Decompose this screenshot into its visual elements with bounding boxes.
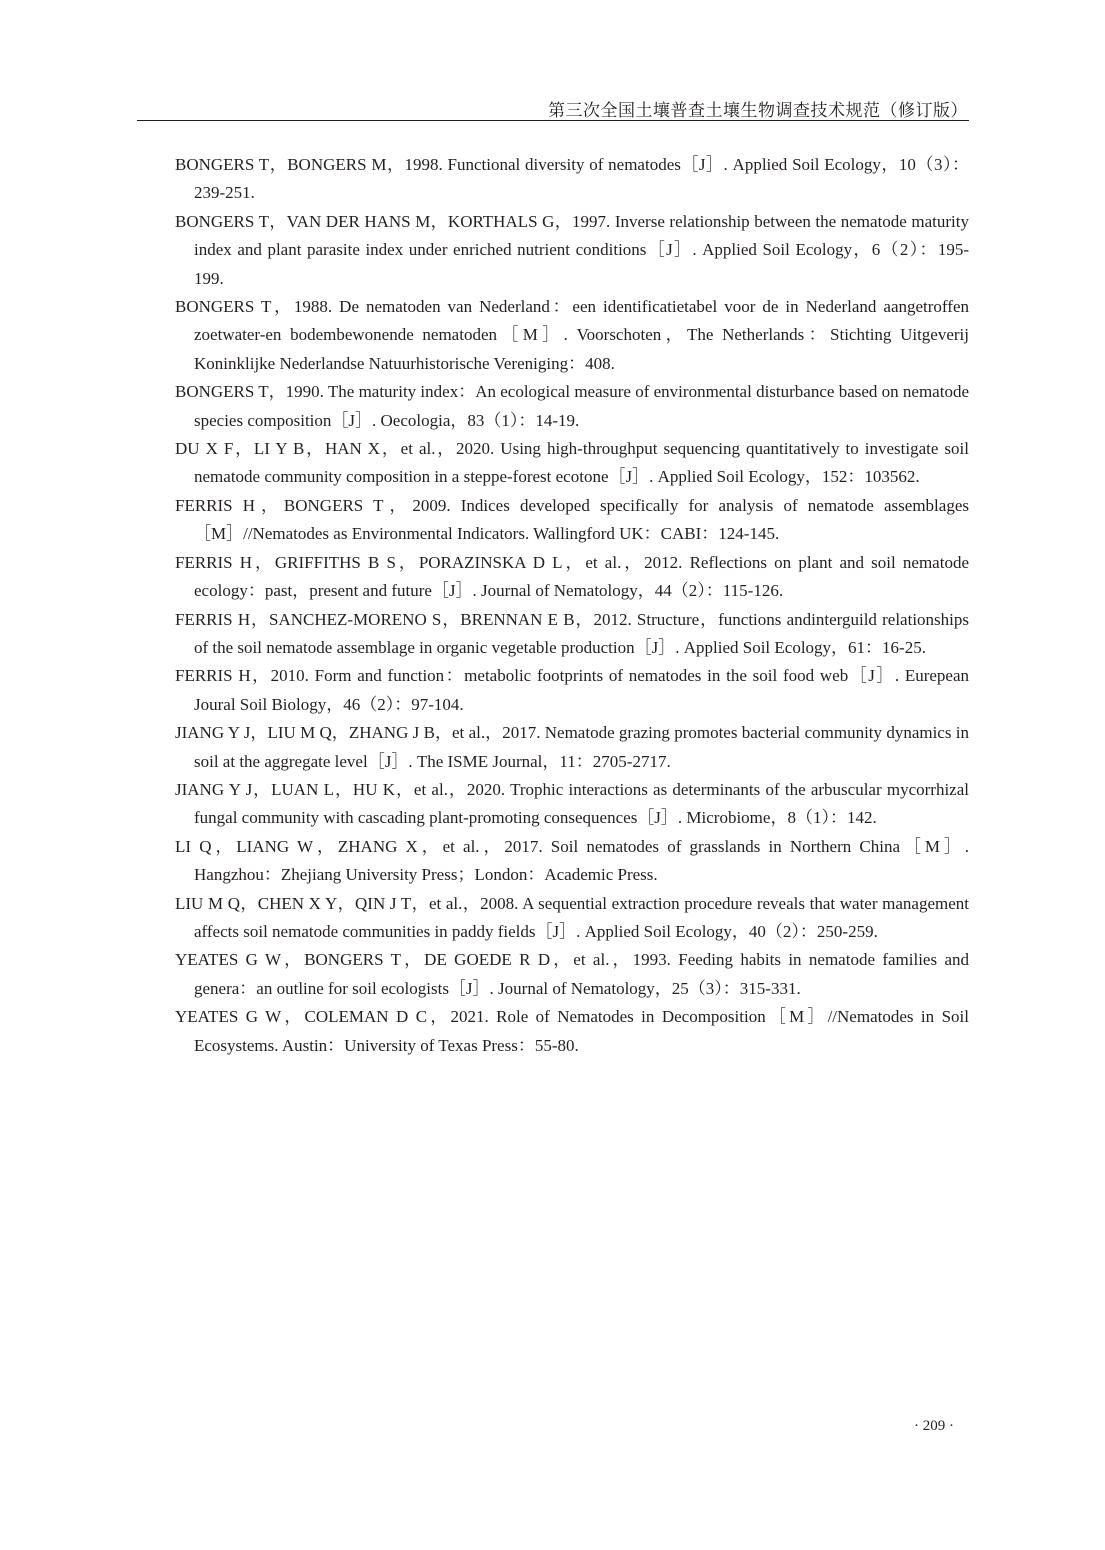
reference-entry: JIANG Y J，LIU M Q，ZHANG J B，et al.，2017. Nematode grazing promotes bacterial community dynamics in soil at the aggregate level［J］. The ISME Journal，11：2705-2717.: [175, 723, 969, 771]
page-number: · 209 ·: [914, 1418, 954, 1434]
reference-entry: FERRIS H，BONGERS T，2009. Indices developed specifically for analysis of nematode assemblages［M］//Nematodes as Environmental Indicators. Wallingford UK：CABI：124-145.: [175, 495, 969, 544]
reference-entry: LI Q，LIANG W，ZHANG X，et al.，2017. Soil nematodes of grasslands in Northern China［M］. Hangzhou：Zhejiang University Press；London：Academic Press.: [175, 836, 969, 885]
header-divider: [137, 120, 969, 121]
reference-entry: LIU M Q，CHEN X Y，QIN J T，et al.，2008. A sequential extraction procedure reveals that water management affects soil nematode communities in paddy fields［J］. Applied Soil Ecology，40（2）：250-259.: [175, 893, 969, 941]
reference-entry: BONGERS T，VAN DER HANS M，KORTHALS G，1997. Inverse relationship between the nematode maturity index and plant parasite index under enriched nutrient conditions［J］. Applied Soil Ecology，6（2）：195-199.: [175, 211, 969, 288]
reference-entry: FERRIS H，SANCHEZ-MORENO S，BRENNAN E B，2012. Structure，functions andinterguild relationships of the soil nematode assemblage in organic vegetable production［J］. Applied Soil Ecology，61：16-25.: [175, 609, 969, 657]
reference-entry: FERRIS H，GRIFFITHS B S，PORAZINSKA D L，et al.，2012. Reflections on plant and soil nematode ecology：past，present and future［J］. Journal of Nematology，44（2）：115-126.: [175, 552, 969, 601]
reference-entry: BONGERS T，BONGERS M，1998. Functional diversity of nematodes［J］. Applied Soil Ecology，10（3）：239-251.: [175, 155, 969, 203]
reference-entry: FERRIS H，2010. Form and function：metabolic footprints of nematodes in the soil food web［J］. Eurepean Joural Soil Biology，46（2）：97-104.: [175, 666, 969, 714]
reference-entry: BONGERS T，1988. De nematoden van Nederland：een identificatietabel voor de in Nederland aangetroffen zoetwater-en bodembewonende nematoden［M］. Voorschoten，The Netherlands：Stichting Uitgeverij Koninklijke Nederlandse Natuurhistorische Vereniging：408.: [175, 297, 969, 373]
reference-entry: BONGERS T，1990. The maturity index：An ecological measure of environmental disturbance based on nematode species composition［J］. Oecologia，83（1）：14-19.: [175, 382, 969, 430]
reference-entry: DU X F，LI Y B，HAN X，et al.，2020. Using high-throughput sequencing quantitatively to investigate soil nematode community composition in a steppe-forest ecotone［J］. Applied Soil Ecology，152：103562.: [175, 439, 969, 487]
reference-entry: JIANG Y J，LUAN L，HU K，et al.，2020. Trophic interactions as determinants of the arbuscular mycorrhizal fungal community with cascading plant-promoting consequences［J］. Microbiome，8（1）：142.: [175, 779, 969, 828]
reference-entry: YEATES G W，BONGERS T，DE GOEDE R D，et al.，1993. Feeding habits in nematode families and genera：an outline for soil ecologists［J］. Journal of Nematology，25（3）：315-331.: [175, 950, 969, 998]
reference-list: [175, 151, 969, 1060]
reference-entry: YEATES G W，COLEMAN D C，2021. Role of Nematodes in Decomposition［M］//Nematodes in Soil Ecosystems. Austin：University of Texas Press：55-80.: [175, 1007, 969, 1055]
running-header-title: 第三次全国土壤普查土壤生物调查技术规范（修订版）: [548, 101, 968, 121]
